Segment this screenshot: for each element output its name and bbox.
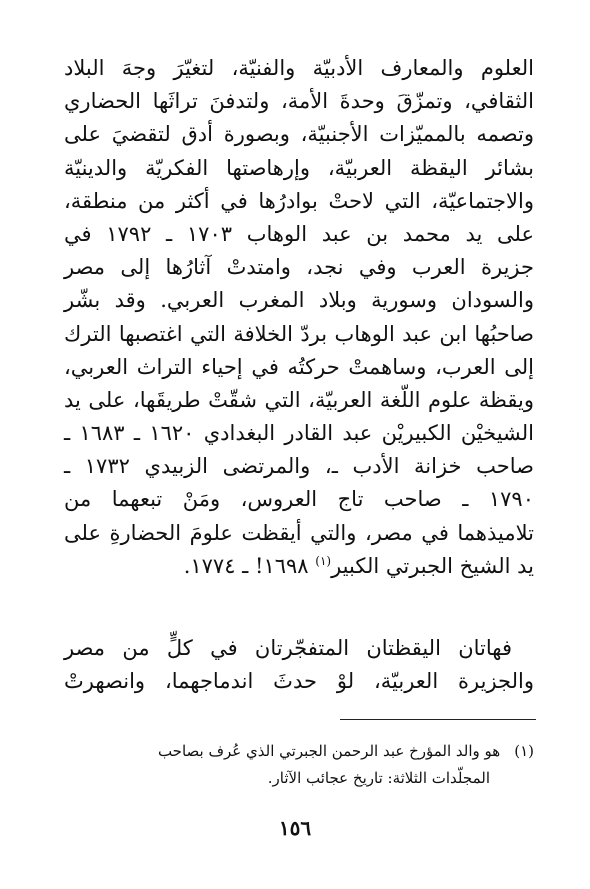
text-line: وتصمه بالمميّزات الأجنبيّة، وبصورة أدق لتقضيَ على bbox=[64, 122, 534, 147]
text-line: صاحب خزانة الأدب ـ، والمرتضى الزبيدي ١٧٣٢ ـ bbox=[64, 454, 534, 479]
footnote bbox=[64, 738, 534, 792]
text-line: والسودان وسورية وبلاد المغرب العربي. وقد بشّر bbox=[64, 288, 534, 313]
text-line: ويقظة علوم اللّغة العربيّة، التي شقّتْ طريقَها، على يد bbox=[64, 387, 534, 412]
text-line: الثقافي، وتمزّقَ وحدةَ الأمة، ولتدفنَ تراثَها الحضاري bbox=[64, 89, 534, 114]
footnote-line-2: المجلّدات الثلاثة: تاريخ عجائب الآثار. bbox=[267, 769, 490, 787]
text-line: على يد محمد بن عبد الوهاب ١٧٠٣ ـ ١٧٩٢ في bbox=[64, 221, 534, 246]
text-line: صاحبُها ابن عبد الوهاب بردّ الخلافة التي اغتصبها الترك bbox=[64, 321, 534, 346]
footnote-reference[interactable]: (١) bbox=[315, 553, 332, 568]
paragraph-1 bbox=[64, 52, 534, 583]
text-segment: يد الشيخ الجبرتي الكبير bbox=[331, 553, 534, 578]
text-line: الشيخيْن الكبيريْن عبد القادر البغدادي ١٦٢٠ ـ ١٦٨٣ ـ bbox=[64, 421, 535, 446]
footnote-marker: (١) bbox=[514, 742, 534, 760]
page-number: ١٥٦ bbox=[278, 816, 312, 840]
text-line: والجزيرة العربيّة، لوْ حدثَ اندماجهما، وانصهرتْ bbox=[64, 669, 534, 694]
text-segment: ١٦٩٨! ـ ١٧٧٤. bbox=[183, 553, 316, 578]
text-line: تلاميذهما في مصر، والتي أيقظت علومَ الحضارةِ على bbox=[64, 520, 534, 545]
footnote-line-1 bbox=[64, 738, 534, 765]
footnote-divider bbox=[340, 719, 536, 720]
text-line: بشائر اليقظة العربيّة، وإرهاصتها الفكريّة والدينيّة bbox=[64, 155, 534, 180]
text-line: فهاتان اليقظتان المتفجّرتان في كلٍّ من مصر bbox=[64, 636, 512, 660]
footnote-text: هو والد المؤرخ عبد الرحمن الجبرتي الذي عُرف بصاحب bbox=[157, 742, 501, 760]
text-line: إلى العرب، وساهمتْ حركتُه في إحياء التراث العربي، bbox=[64, 354, 534, 379]
text-line: العلوم والمعارف الأدبيّة والفنيّة، لتغيّرَ وجهَ البلاد bbox=[64, 56, 534, 80]
text-line: والاجتماعيّة، التي لاحتْ بوادرُها في أكثر من منطقة، bbox=[64, 188, 534, 213]
text-line-last bbox=[64, 550, 534, 583]
text-line: ١٧٩٠ ـ صاحب تاج العروس، ومَنْ تبعهما من bbox=[64, 487, 534, 512]
paragraph-2 bbox=[64, 632, 534, 698]
text-line: جزيرة العرب وفي نجد، وامتدتْ آثارُها إلى مصر bbox=[64, 255, 534, 280]
